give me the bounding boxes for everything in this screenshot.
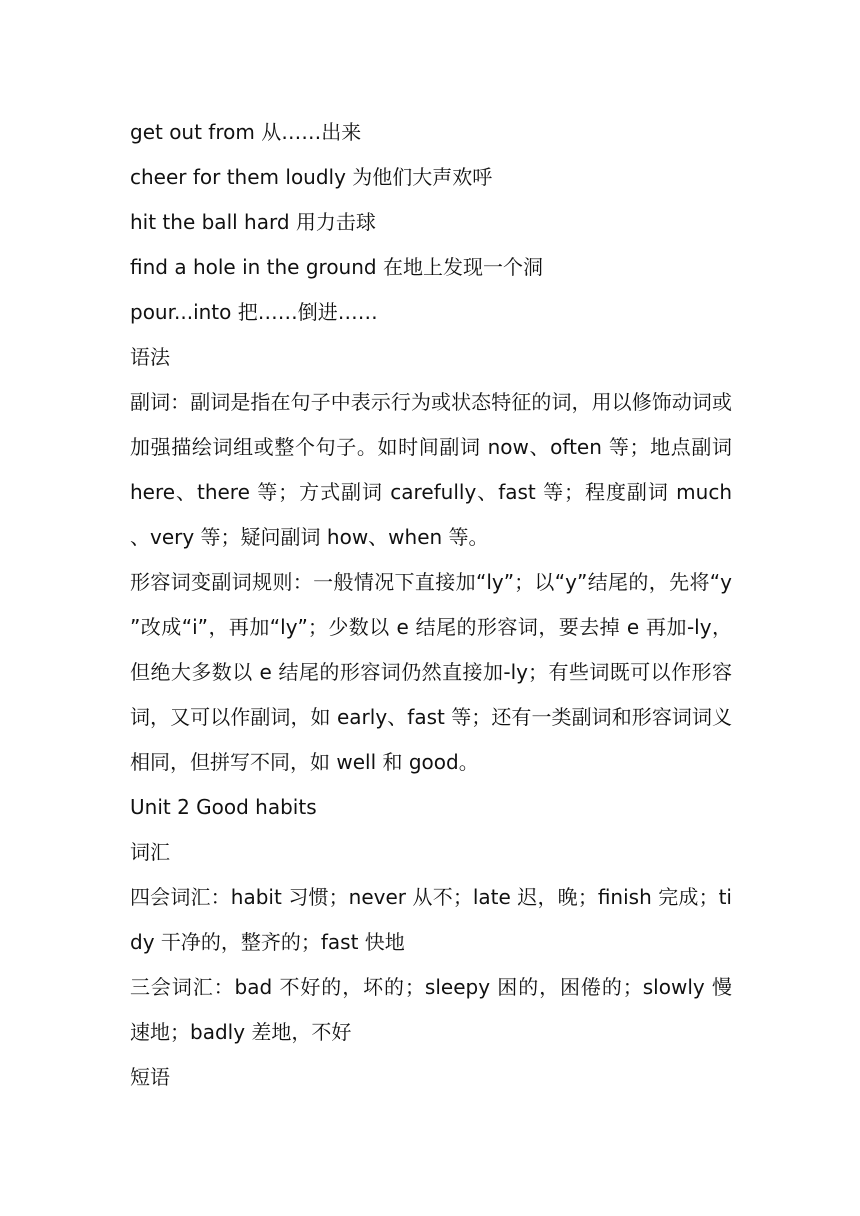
phrase-hit-the-ball: hit the ball hard 用力击球	[130, 210, 376, 234]
phrase-find-a-hole: find a hole in the ground 在地上发现一个洞	[130, 255, 543, 279]
document-body	[130, 110, 732, 1100]
four-skill-vocab-paragraph: 四会词汇：habit 习惯；never 从不；late 迟，晚；finish 完成；tidy 干净的，整齐的；fast 快地	[130, 885, 732, 954]
grammar-heading: 语法	[130, 345, 170, 369]
phrase-get-out-from: get out from 从……出来	[130, 120, 362, 144]
phrase-pour-into: pour...into 把……倒进……	[130, 300, 378, 324]
three-skill-vocab-paragraph: 三会词汇：bad 不好的，坏的；sleepy 困的，困倦的；slowly 慢速地；badly 差地，不好	[130, 975, 732, 1044]
phrase-cheer-for: cheer for them loudly 为他们大声欢呼	[130, 165, 493, 189]
phrases-heading: 短语	[130, 1065, 170, 1089]
unit2-title: Unit 2 Good habits	[130, 795, 317, 819]
vocab-heading: 词汇	[130, 840, 170, 864]
adverb-rules-paragraph: 形容词变副词规则：一般情况下直接加“ly”；以“y”结尾的，先将“y”改成“i”，再加“ly”；少数以 e 结尾的形容词，要去掉 e 再加-ly，但绝大多数以 e 结尾的形容词仍然直接加-ly；有些词既可以作形容词，又可以作副词，如 early、fast 等；还有一类副词和形容词词义相同，但拼写不同，如 well 和 good。	[130, 570, 732, 774]
adverb-definition-paragraph: 副词：副词是指在句子中表示行为或状态特征的词，用以修饰动词或加强描绘词组或整个句子。如时间副词 now、often 等；地点副词 here、there 等；方式副词 carefully、fast 等；程度副词 much、very 等；疑问副词 how、when 等。	[130, 390, 732, 549]
